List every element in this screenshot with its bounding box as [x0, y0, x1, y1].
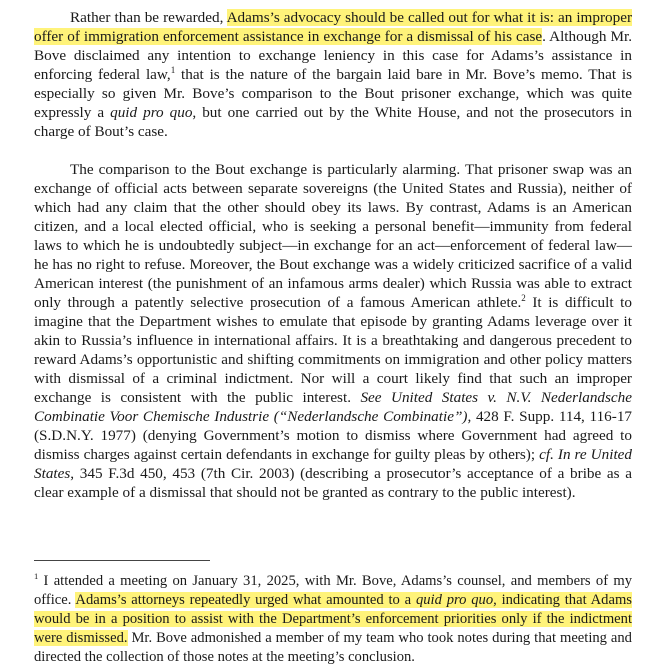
paragraph-1: [34, 8, 632, 141]
paragraph-2: [34, 160, 632, 502]
text-run: Rather than be rewarded,: [70, 9, 227, 26]
highlighted-text: Adams’s advocacy should be called out for what it is: an improper offer of immigration enforcement assistance in exchange for a dismissal of his case: [34, 9, 633, 45]
footnote-marker: 1: [34, 571, 39, 582]
highlighted-text: , indicating that Adams would be in a position to assist with the Department’s enforcement priorities only if the indictment were dismissed.: [34, 592, 632, 646]
text-run: , 345 F.3d 450, 453 (7th Cir. 2003) (describing a prosecutor’s acceptance of a bribe as a clear example of a dismissal that should not be granted as contrary to the public interest).: [34, 465, 632, 501]
footnote-marker: 1: [170, 64, 176, 75]
text-run: I attended a meeting on January 31, 2025, with Mr. Bove, Adams’s counsel, and members of my office.: [34, 573, 632, 608]
text-run: quid pro quo: [110, 104, 193, 121]
highlighted-text: quid pro quo: [415, 592, 494, 608]
text-run: Mr. Bove admonished a member of my team who took notes during that meeting and directed the collection of those notes at the meeting’s conclusion.: [34, 630, 632, 665]
footnote-divider: [34, 560, 210, 561]
text-run: that is the nature of the bargain laid bare in Mr. Bove’s memo. That is especially so given Mr. Bove’s comparison to the Bout prisoner exchange, which was quite expressly a: [34, 66, 633, 121]
text-run: cf. In re United States: [34, 446, 632, 482]
text-run: The comparison to the Bout exchange is particularly alarming. That prisoner swap was an exchange of official acts between separate sovereigns (the United States and Russia), neither of which had any claim that the other should obey its laws. By contrast, Adams is an American citizen, and a local elected official, who is seeking a personal benefit—immunity from federal laws to which he is undoubtedly subject—in exchange for an act—enforcement of federal law—he has no right to refuse. Moreover, the Bout exchange was a widely criticized sacrifice of a valid American interest (the punishment of an infamous arms dealer) which Russia was able to extract only through a patently selective prosecution of a famous American athlete.: [34, 161, 632, 311]
text-run: 428 F. Supp. 114, 116-17 (S.D.N.Y. 1977) (denying Government’s motion to dismiss where Government had agreed to dismiss charges against certain defendants in exchange for guilty pleas by others);: [34, 408, 633, 463]
footnote-marker: 2: [521, 292, 526, 303]
text-run: , but one carried out by the White House, and not the prosecutors in charge of Bout’s case.: [34, 104, 632, 140]
text-run: . Although Mr. Bove disclaimed any intention to exchange leniency in this case for Adams’s assistance in enforcing federal law,: [34, 28, 632, 83]
highlighted-text: Adams’s attorneys repeatedly urged what amounted to a: [75, 592, 416, 608]
text-run: See United States v. N.V. Nederlandsche Combinatie Voor Chemische Industrie (“Nederlandsche Combinatie”),: [34, 389, 632, 425]
footnote-1: [34, 572, 632, 667]
text-run: It is difficult to imagine that the Department wishes to emulate that episode by granting Adams leverage over it akin to Russia’s influence in international affairs. It is a breathtaking and dangerous precedent to reward Adams’s opportunistic and shifting commitments on immigration and other policy matters with dismissal of a criminal indictment. Nor will a court likely find that such an improper exchange is consistent with the public interest.: [34, 294, 632, 406]
